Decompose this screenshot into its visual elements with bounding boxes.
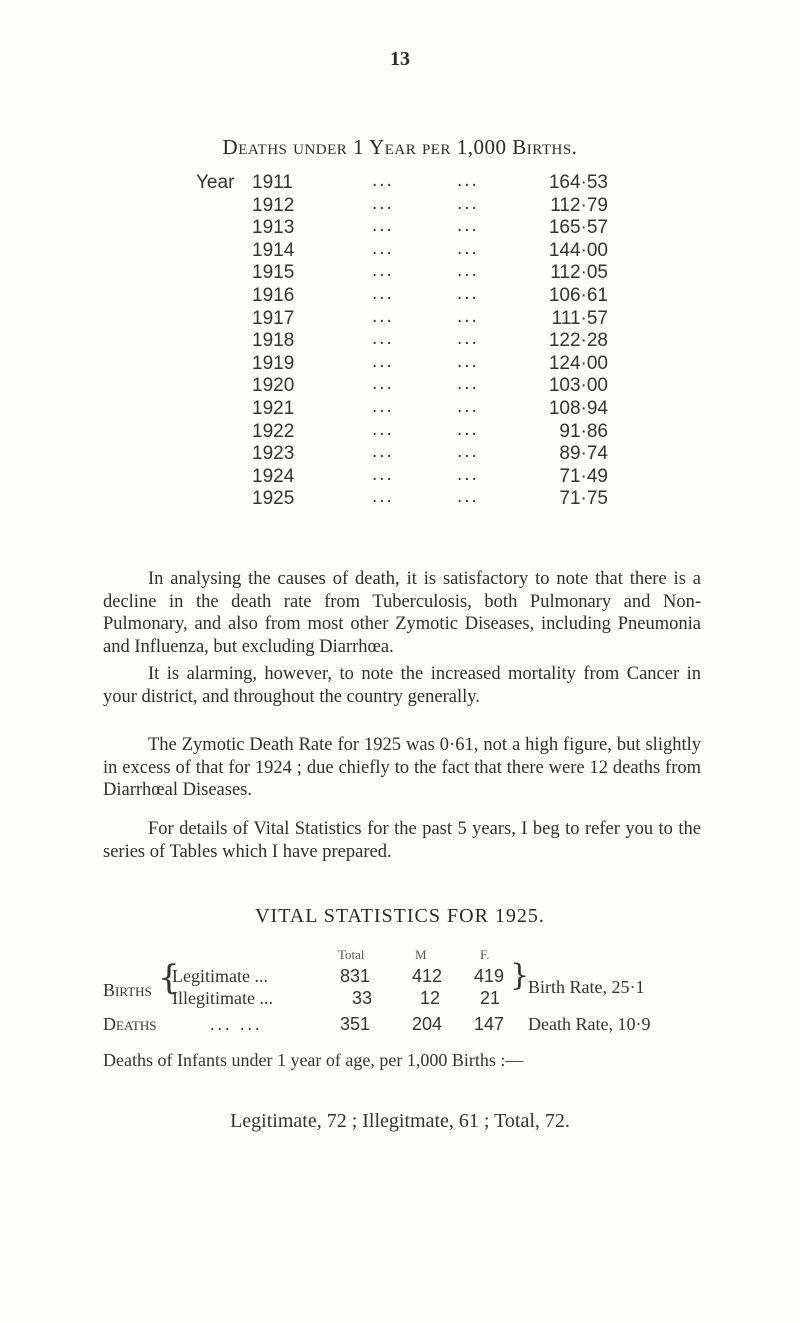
rate-cell: 71·49 xyxy=(559,465,608,487)
rate-cell: 89·74 xyxy=(559,443,608,465)
year-cell: 1916 xyxy=(252,284,295,306)
death-rate: Death Rate, 10·9 xyxy=(528,1014,651,1034)
title-num-1: 1 xyxy=(353,135,365,159)
page-number: 13 xyxy=(390,48,410,70)
leader-dots: ... xyxy=(372,237,394,259)
leader-dots: ... xyxy=(457,170,479,191)
table-title xyxy=(0,135,800,160)
leader-dots: ... xyxy=(457,418,479,440)
leader-dots: ... xyxy=(457,395,479,417)
year-cell: 1914 xyxy=(252,239,295,261)
rate-cell: 111·57 xyxy=(551,307,608,329)
year-cell: 1922 xyxy=(252,420,295,442)
table-row xyxy=(0,375,800,398)
legit-m: 412 xyxy=(412,966,443,986)
paragraph-1: In analysing the causes of death, it is satisfactory to note that there is a decline in the death rate from Tuberculosis, both Pulmonary and Non-Pulmonary, and also from most other Zymotic Diseases, including Pneumonia and Influenza, but excluding Diarrhœa. xyxy=(103,569,701,657)
illegitimate-label: Illegitimate ... xyxy=(172,988,273,1008)
title-word-year: Year xyxy=(369,135,417,159)
rate-cell: 112·05 xyxy=(550,262,608,284)
rate-cell: 91·86 xyxy=(559,420,608,442)
year-cell: 1925 xyxy=(252,488,295,510)
year-cell: 1913 xyxy=(252,217,295,239)
paragraph-2: It is alarming, however, to note the increased mortality from Cancer in your district, and throughout the country generally. xyxy=(103,664,701,707)
paragraph-3: The Zymotic Death Rate for 1925 was 0·61, not a high figure, but slightly in excess of that for 1924 ; due chiefly to the fact that there were 12 deaths from Diarrhœal Diseases. xyxy=(103,735,701,800)
legit-total: 831 xyxy=(340,966,371,986)
deaths-dots: ... ... xyxy=(210,1014,263,1034)
rate-cell: 106·61 xyxy=(548,284,608,306)
leader-dots: ... xyxy=(372,328,394,350)
leader-dots: ... xyxy=(372,170,394,191)
leader-dots: ... xyxy=(372,441,394,463)
deaths-m: 204 xyxy=(412,1014,443,1034)
deaths-label: Deaths xyxy=(103,1014,157,1034)
rate-cell: 108·94 xyxy=(548,397,608,419)
title-word-deaths: Deaths xyxy=(222,135,288,159)
table-row xyxy=(0,443,800,466)
year-cell: 1911 xyxy=(252,172,293,193)
leader-dots: ... xyxy=(372,373,394,395)
leader-dots: ... xyxy=(457,215,479,237)
deaths-total: 351 xyxy=(340,1014,371,1034)
year-cell: 1919 xyxy=(252,352,295,374)
rate-cell: 122·28 xyxy=(548,330,608,352)
title-word-births: Births. xyxy=(512,135,578,159)
table-row xyxy=(0,262,800,285)
year-cell: 1924 xyxy=(252,465,295,487)
title-word-per: per xyxy=(421,135,451,159)
legitimate-label: Legitimate ... xyxy=(172,966,268,986)
year-cell: 1923 xyxy=(252,443,295,465)
leader-dots: ... xyxy=(457,328,479,350)
leader-dots: ... xyxy=(457,350,479,372)
leader-dots: ... xyxy=(372,486,394,508)
leader-dots: ... xyxy=(372,192,394,214)
year-cell: 1920 xyxy=(252,375,295,397)
illegit-total: 33 xyxy=(352,988,373,1008)
leader-dots: ... xyxy=(457,463,479,485)
leader-dots: ... xyxy=(457,237,479,259)
leader-dots: ... xyxy=(372,282,394,304)
table-row xyxy=(0,463,800,489)
year-cell: 1912 xyxy=(252,194,295,216)
leader-dots: ... xyxy=(457,486,479,508)
title-num-1000: 1,000 xyxy=(456,135,507,159)
table-row xyxy=(0,305,800,331)
leader-dots: ... xyxy=(457,192,479,214)
table-row xyxy=(0,217,800,240)
leader-dots: ... xyxy=(372,350,394,372)
birth-rate: Birth Rate, 25·1 xyxy=(528,977,645,997)
leader-dots: ... xyxy=(457,373,479,395)
leader-dots: ... xyxy=(457,441,479,463)
table-row xyxy=(0,418,800,444)
year-cell: 1921 xyxy=(252,397,295,419)
deaths-f: 147 xyxy=(474,1014,505,1034)
leader-dots: ... xyxy=(372,395,394,417)
illegit-f: 21 xyxy=(480,988,501,1008)
year-cell: 1918 xyxy=(252,330,295,352)
leader-dots: ... xyxy=(457,282,479,304)
table-row xyxy=(0,395,800,421)
vital-stats-title: VITAL STATISTICS FOR 1925. xyxy=(255,905,545,927)
paragraph-4: For details of Vital Statistics for the past 5 years, I beg to refer you to the series of Tables which I have prepared. xyxy=(103,819,701,862)
leader-dots: ... xyxy=(372,215,394,237)
infant-mortality-note: Deaths of Infants under 1 year of age, per 1,000 Births :— xyxy=(103,1050,524,1070)
table-row xyxy=(0,237,800,263)
leader-dots: ... xyxy=(457,305,479,327)
rate-cell: 165·57 xyxy=(548,217,608,239)
leader-dots: ... xyxy=(372,463,394,485)
table-row xyxy=(0,282,800,308)
rate-cell: 112·79 xyxy=(550,194,608,216)
table-row xyxy=(0,350,800,376)
year-prefix: Year xyxy=(196,172,235,193)
rate-cell: 103·00 xyxy=(548,375,608,397)
table-row xyxy=(0,192,800,218)
rate-cell: 164·53 xyxy=(548,172,608,193)
header-f: F. xyxy=(480,947,490,962)
year-cell: 1917 xyxy=(252,307,295,329)
year-rate-table xyxy=(0,172,800,511)
header-total: Total xyxy=(338,947,365,962)
births-brace-icon: { xyxy=(158,958,180,998)
title-word-under: under xyxy=(293,135,348,159)
rates-brace-icon: } xyxy=(510,958,530,993)
leader-dots: ... xyxy=(457,260,479,282)
births-label: Births xyxy=(103,980,152,1000)
illegit-m: 12 xyxy=(420,988,441,1008)
legit-f: 419 xyxy=(474,966,505,986)
rate-cell: 144·00 xyxy=(548,239,608,261)
rate-cell: 124·00 xyxy=(548,352,608,374)
table-row xyxy=(0,172,800,195)
table-row xyxy=(0,488,800,511)
table-row xyxy=(0,330,800,353)
leader-dots: ... xyxy=(372,418,394,440)
rate-cell: 71·75 xyxy=(559,488,608,510)
leader-dots: ... xyxy=(372,260,394,282)
header-m: M xyxy=(415,947,427,962)
infant-mortality-summary: Legitimate, 72 ; Illegitmate, 61 ; Total, 72. xyxy=(230,1110,570,1132)
year-cell: 1915 xyxy=(252,262,295,284)
leader-dots: ... xyxy=(372,305,394,327)
